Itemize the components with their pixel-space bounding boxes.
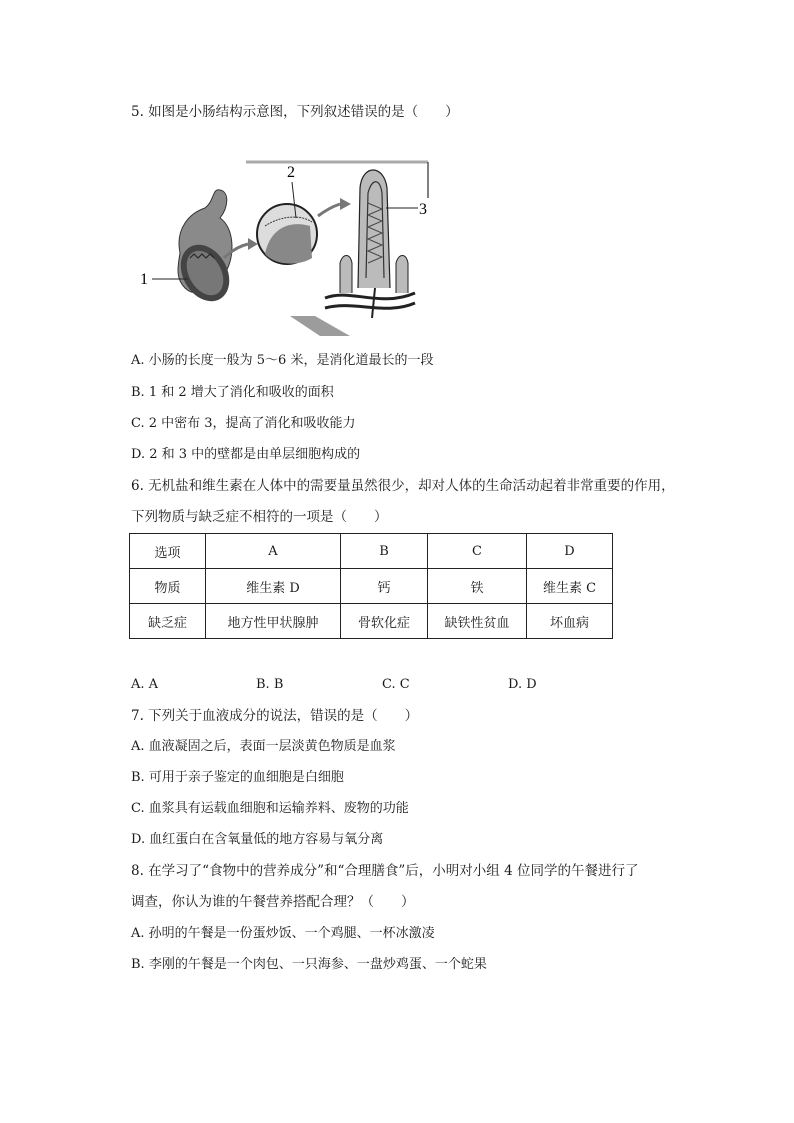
table-cell: D [527,534,613,569]
table-cell: A [206,534,341,569]
table-row [130,534,613,569]
label-1: 1 [140,271,148,288]
q6-option-d: D. D [508,677,537,692]
q6-option-c: C. C [382,677,410,692]
q8-option-b: B. 李刚的午餐是一个肉包、一只海参、一盘炒鸡蛋、一个蛇果 [131,957,487,972]
q8-stem-line2: 调查，你认为谁的午餐营养搭配合理？（ ） [131,894,415,910]
q6-stem-line2: 下列物质与缺乏症不相符的一项是（ ） [131,509,388,525]
q6-option-a: A. A [131,677,159,692]
q7-stem: 7. 下列关于血液成分的说法，错误的是（ ） [131,708,419,724]
table-cell: C [428,534,527,569]
q6-stem-line1: 6. 无机盐和维生素在人体中的需要量虽然很少，却对人体的生命活动起着非常重要的作用， [131,478,675,494]
table-cell: 维生素 D [206,569,341,604]
table-cell: 缺乏症 [130,604,206,639]
label-3: 3 [419,201,427,218]
table-cell: 维生素 C [527,569,613,604]
table-cell: 地方性甲状腺肿 [206,604,341,639]
table-row [130,569,613,604]
table-cell: 物质 [130,569,206,604]
table-cell: 钙 [341,569,428,604]
table-cell: 缺铁性贫血 [428,604,527,639]
table-cell: 坏血病 [527,604,613,639]
table-cell: 铁 [428,569,527,604]
q7-option-b: B. 可用于亲子鉴定的血细胞是白细胞 [131,770,344,785]
q6-table [129,533,613,639]
table-cell: 选项 [130,534,206,569]
q7-option-a: A. 血液凝固之后，表面一层淡黄色物质是血浆 [131,739,396,754]
label-2: 2 [287,164,295,181]
q7-option-d: D. 血红蛋白在含氧量低的地方容易与氧分离 [131,832,384,847]
q5-option-b: B. 1 和 2 增大了消化和吸收的面积 [131,385,334,400]
q6-option-b: B. B [256,677,284,692]
q5-option-c: C. 2 中密布 3，提高了消化和吸收能力 [131,416,356,431]
q5-option-d: D. 2 和 3 中的壁都是由单层细胞构成的 [131,447,361,462]
q5-option-a: A. 小肠的长度一般为 5～6 米，是消化道最长的一段 [131,353,434,368]
q5-stem: 5. 如图是小肠结构示意图，下列叙述错误的是（ ） [131,104,459,120]
q8-stem-line1: 8. 在学习了“食物中的营养成分”和“合理膳食”后，小明对小组 4 位同学的午餐进行了 [131,863,639,879]
table-cell: 骨软化症 [341,604,428,639]
q8-option-a: A. 孙明的午餐是一份蛋炒饭、一个鸡腿、一杯冰激凌 [131,926,435,941]
table-cell: B [341,534,428,569]
q7-option-c: C. 血浆具有运载血细胞和运输养料、废物的功能 [131,801,409,816]
small-intestine-figure [140,158,440,338]
table-row [130,604,613,639]
